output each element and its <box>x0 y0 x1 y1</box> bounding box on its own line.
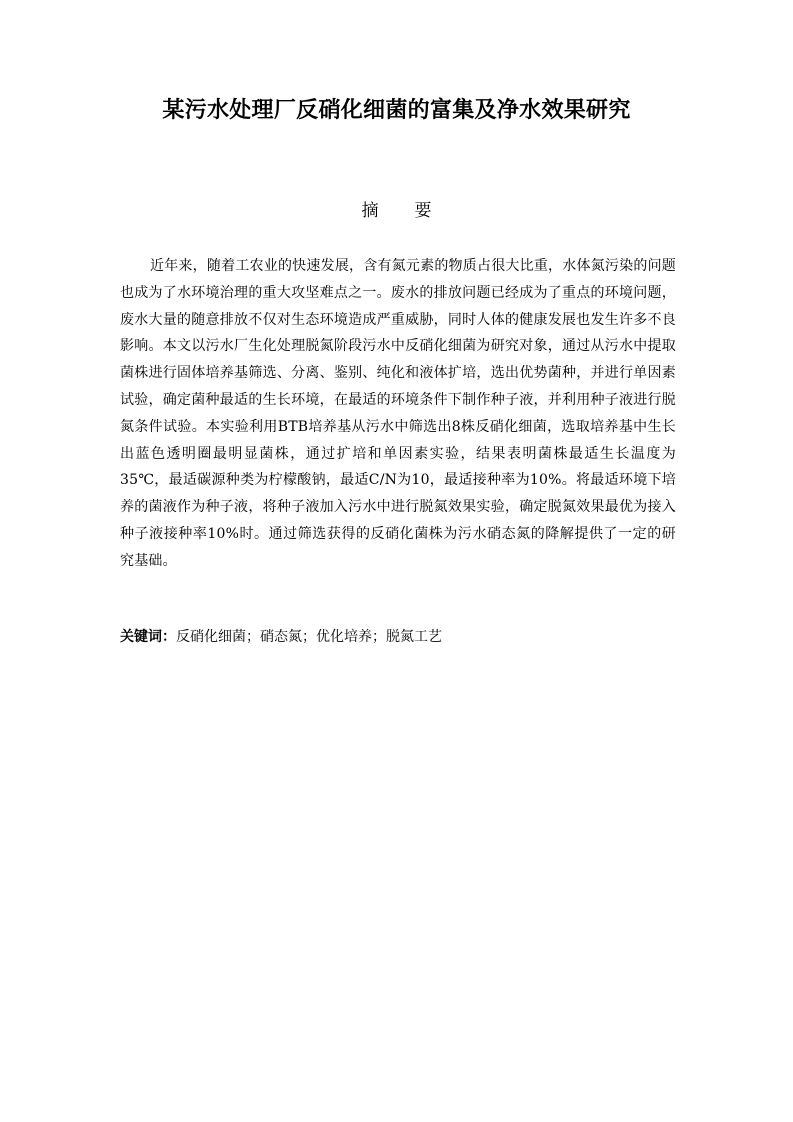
abstract-heading <box>0 198 793 224</box>
keywords-label: 关键词： <box>120 629 176 645</box>
keywords-text: 反硝化细菌；硝态氮；优化培养；脱氮工艺 <box>176 629 442 645</box>
abstract-heading-char-2: 要 <box>414 201 432 221</box>
paper-title: 某污水处理厂反硝化细菌的富集及净水效果研究 <box>162 98 631 123</box>
abstract-heading-char-1: 摘 <box>361 201 379 221</box>
abstract-body: 近年来，随着工农业的快速发展，含有氮元素的物质占很大比重，水体氮污染的问题也成为了水环境治理的重大攻坚难点之一。废水的排放问题已经成为了重点的环境问题，废水大量的随意排放不仅对生态环境造成严重威胁，同时人体的健康发展也发生许多不良影响。本文以污水厂生化处理脱氮阶段污水中反硝化细菌为研究对象，通过从污水中提取菌株进行固体培养基筛选、分离、鉴别、纯化和液体扩培，选出优势菌种，并进行单因素试验，确定菌种最适的生长环境，在最适的环境条件下制作种子液，并利用种子液进行脱氮条件试验。本实验利用BTB培养基从污水中筛选出8株反硝化细菌，选取培养基中生长出蓝色透明圈最明显菌株，通过扩培和单因素实验，结果表明菌株最适生长温度为35℃，最适碳源种类为柠檬酸钠，最适C/N为10，最适接种率为10%。将最适环境下培养的菌液作为种子液，将种子液加入污水中进行脱氮效果实验，确定脱氮效果最优为接入种子液接种率10%时。通过筛选获得的反硝化菌株为污水硝态氮的降解提供了一定的研究基础。 <box>120 258 676 569</box>
keywords-line <box>120 624 676 650</box>
